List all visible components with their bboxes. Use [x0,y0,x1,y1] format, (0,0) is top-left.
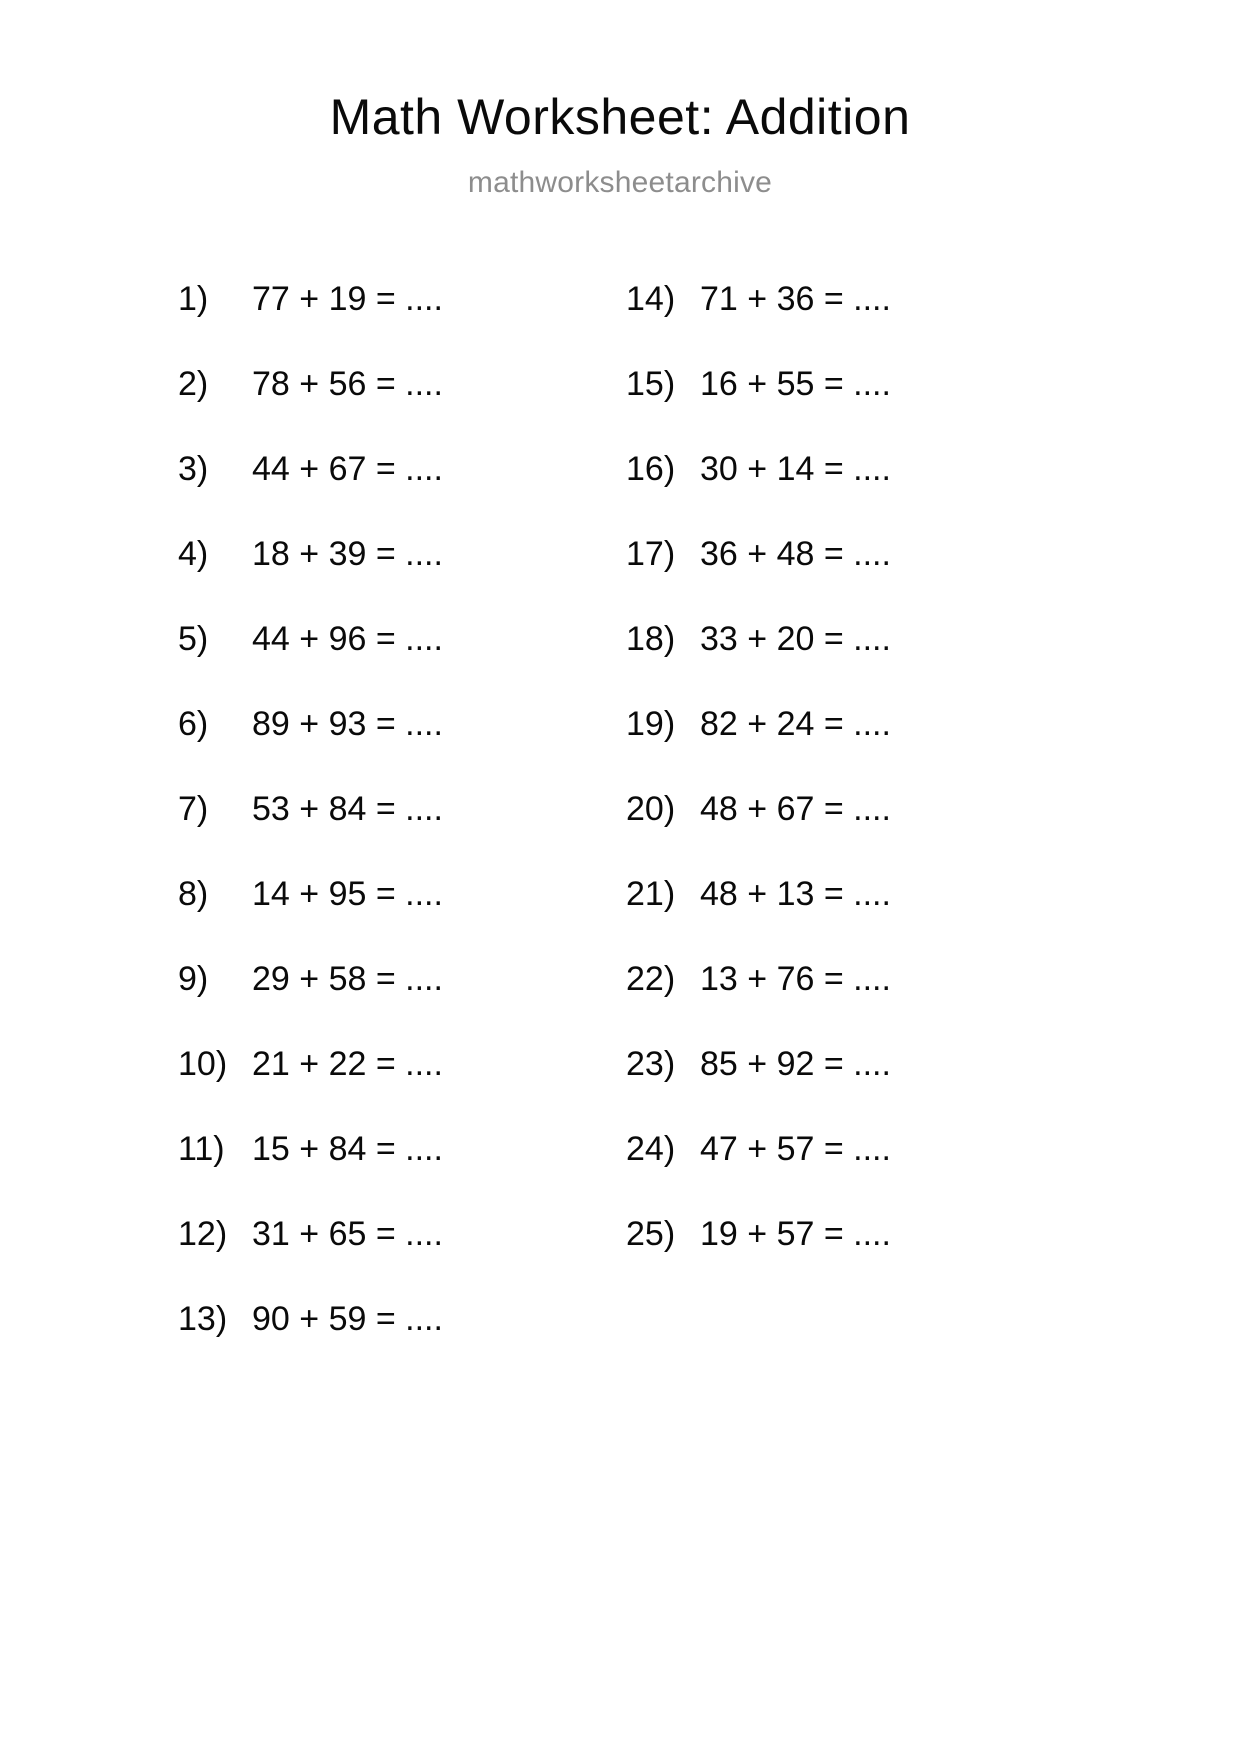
problem-number: 21) [626,875,676,913]
problem-expression: 33 + 20 = .... [700,620,891,658]
problem-expression: 48 + 13 = .... [700,875,891,913]
problem-item [626,962,1046,1047]
problem-item [626,282,1046,367]
problem-item [626,1047,1046,1132]
problem-item [178,537,626,622]
problems-container [0,282,1240,1387]
problem-item [178,367,626,452]
problem-expression: 13 + 76 = .... [700,960,891,998]
problem-item [626,877,1046,962]
problem-number: 14) [626,280,676,318]
problem-item [626,792,1046,877]
problem-expression: 85 + 92 = .... [700,1045,891,1083]
problem-item [178,452,626,537]
problem-number: 3) [178,450,209,488]
problem-expression: 90 + 59 = .... [252,1300,443,1338]
problem-number: 22) [626,960,676,998]
problem-expression: 36 + 48 = .... [700,535,891,573]
problem-expression: 78 + 56 = .... [252,365,443,403]
problem-number: 12) [178,1215,228,1253]
page-title: Math Worksheet: Addition [329,89,911,145]
problem-expression: 18 + 39 = .... [252,535,443,573]
problem-expression: 48 + 67 = .... [700,790,891,828]
problem-number: 11) [178,1130,225,1168]
problem-expression: 71 + 36 = .... [700,280,891,318]
problem-number: 18) [626,620,676,658]
problem-number: 1) [178,280,209,318]
problem-item [178,962,626,1047]
problem-item [626,367,1046,452]
problem-item [626,537,1046,622]
problem-number: 13) [178,1300,228,1338]
problem-item [178,792,626,877]
problem-item [178,877,626,962]
problem-number: 10) [178,1045,228,1083]
problem-expression: 44 + 96 = .... [252,620,443,658]
problem-item [178,1302,626,1387]
problems-column-left [178,282,626,1387]
problem-number: 19) [626,705,676,743]
problem-item [178,1132,626,1217]
problem-expression: 77 + 19 = .... [252,280,443,318]
problem-number: 7) [178,790,209,828]
problem-expression: 30 + 14 = .... [700,450,891,488]
problem-number: 25) [626,1215,676,1253]
problem-item [626,622,1046,707]
problem-expression: 21 + 22 = .... [252,1045,443,1083]
problem-number: 8) [178,875,209,913]
problem-expression: 16 + 55 = .... [700,365,891,403]
problem-item [178,622,626,707]
problem-item [626,707,1046,792]
problem-number: 2) [178,365,209,403]
problem-item [178,282,626,367]
problem-number: 9) [178,960,209,998]
problem-expression: 19 + 57 = .... [700,1215,891,1253]
problem-number: 23) [626,1045,676,1083]
problem-number: 16) [626,450,676,488]
problem-item [178,1217,626,1302]
problem-number: 6) [178,705,209,743]
problem-item [178,1047,626,1132]
problem-item [626,1217,1046,1302]
page-subtitle: mathworksheetarchive [467,166,773,199]
problem-number: 17) [626,535,676,573]
problem-expression: 82 + 24 = .... [700,705,891,743]
problem-expression: 29 + 58 = .... [252,960,443,998]
problem-number: 24) [626,1130,676,1168]
problem-expression: 31 + 65 = .... [252,1215,443,1253]
problem-expression: 53 + 84 = .... [252,790,443,828]
problem-item [626,1132,1046,1217]
problem-item [178,707,626,792]
problem-expression: 47 + 57 = .... [700,1130,891,1168]
problem-expression: 44 + 67 = .... [252,450,443,488]
problem-expression: 14 + 95 = .... [252,875,443,913]
problem-number: 15) [626,365,676,403]
problem-number: 20) [626,790,676,828]
problem-expression: 15 + 84 = .... [252,1130,443,1168]
problem-item [626,452,1046,537]
problem-number: 5) [178,620,209,658]
problem-number: 4) [178,535,209,573]
problems-column-right [626,282,1046,1387]
problem-expression: 89 + 93 = .... [252,705,443,743]
